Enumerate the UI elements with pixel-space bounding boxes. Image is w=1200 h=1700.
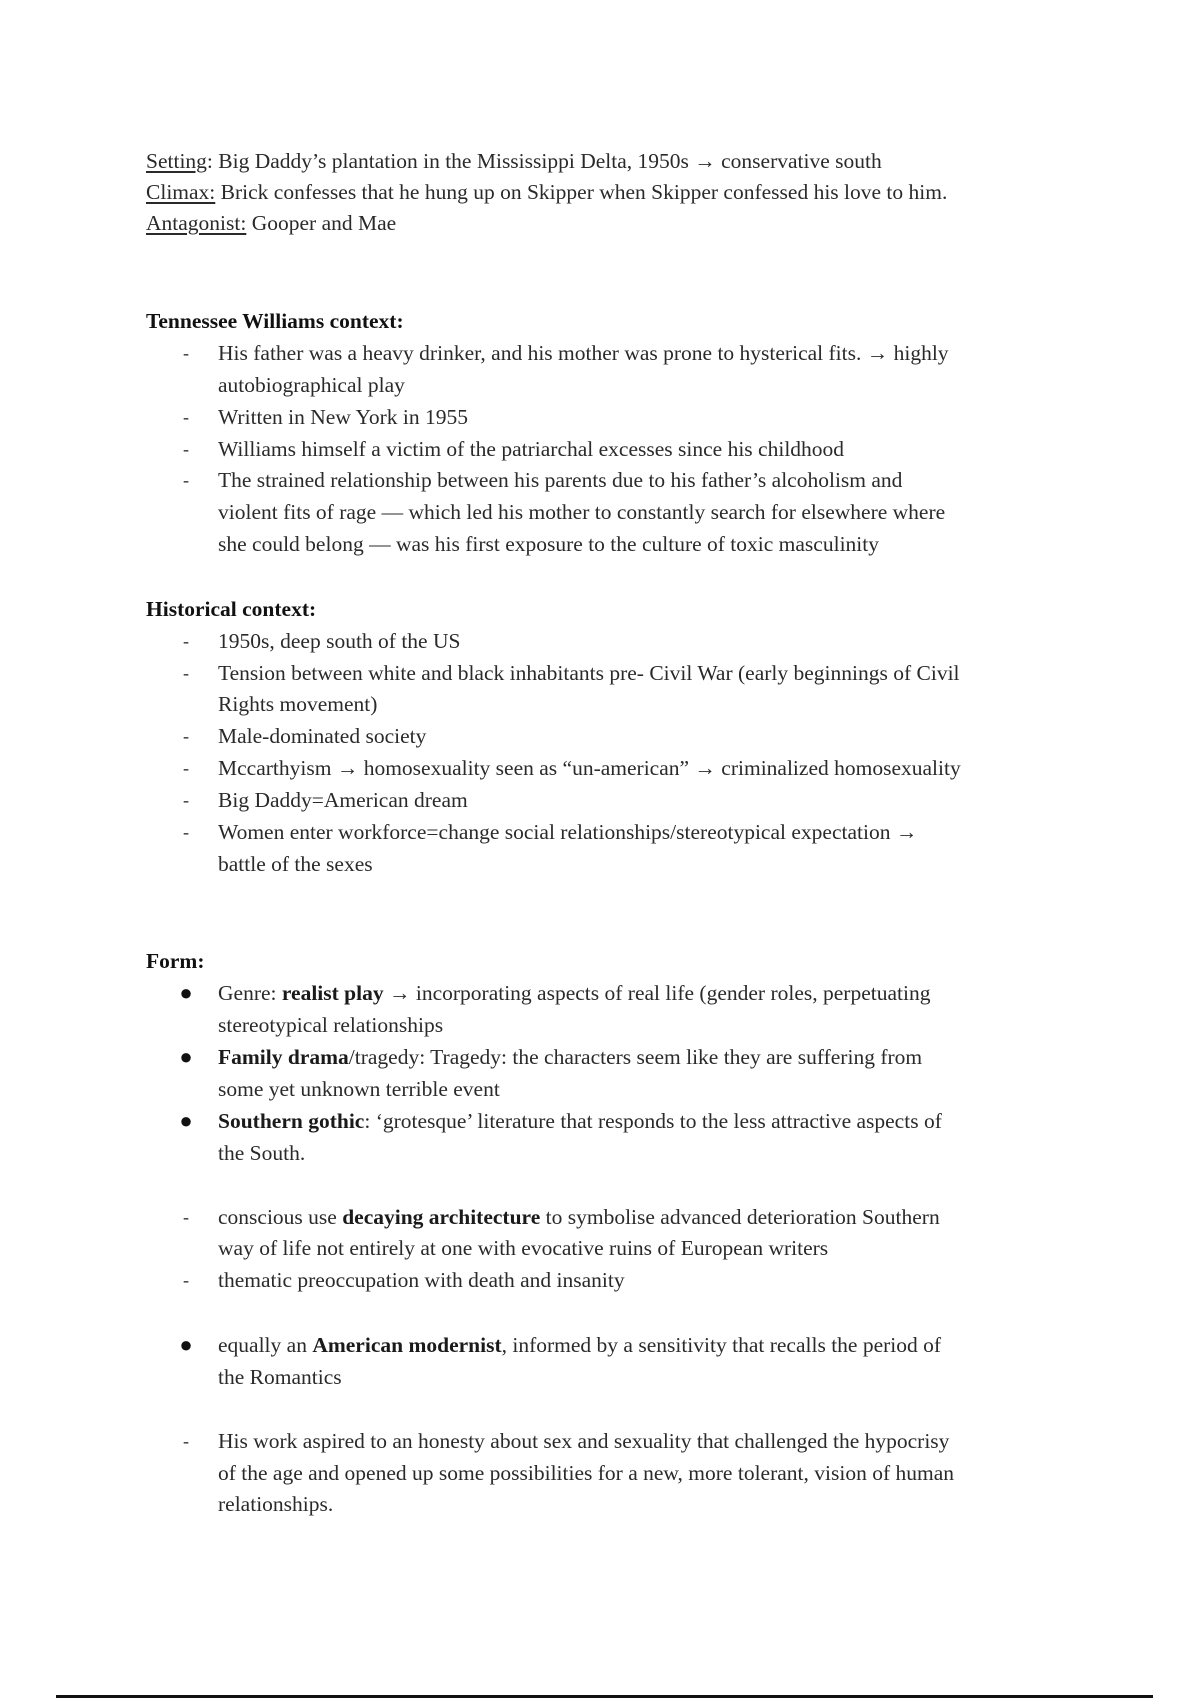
list-item: 1950s, deep south of the US bbox=[218, 629, 461, 653]
dash-bullet-icon: - bbox=[183, 343, 189, 363]
list-item-continuation: relationships. bbox=[218, 1492, 334, 1516]
climax-label: Climax: bbox=[146, 180, 216, 204]
climax-line bbox=[146, 177, 947, 207]
list-item: The strained relationship between his parents due to his father’s alcoholism and bbox=[218, 468, 903, 492]
list-item: Southern gothic: ‘grotesque’ literature that responds to the less attractive aspects of bbox=[218, 1109, 942, 1133]
round-bullet-icon: ● bbox=[179, 1044, 193, 1069]
climax-text: Brick confesses that he hung up on Skipper when Skipper confessed his love to him. bbox=[215, 180, 948, 204]
dash-bullet-icon: - bbox=[183, 631, 189, 651]
list-item: His father was a heavy drinker, and his mother was prone to hysterical fits. → highly bbox=[218, 341, 949, 365]
williams-context-heading: Tennessee Williams context: bbox=[146, 309, 404, 333]
round-bullet-icon: ● bbox=[179, 1108, 193, 1133]
list-item: equally an American modernist, informed by a sensitivity that recalls the period of bbox=[218, 1333, 942, 1357]
list-item-continuation: autobiographical play bbox=[218, 373, 405, 397]
list-item: Genre: realist play → incorporating aspects of real life (gender roles, perpetuating bbox=[218, 981, 931, 1005]
list-item: conscious use decaying architecture to symbolise advanced deterioration Southern bbox=[218, 1205, 940, 1229]
antagonist-label: Antagonist: bbox=[146, 211, 247, 235]
dash-bullet-icon: - bbox=[183, 470, 189, 490]
dash-bullet-icon: - bbox=[183, 1207, 189, 1227]
list-item-continuation: violent fits of rage — which led his mother to constantly search for elsewhere where bbox=[218, 500, 946, 524]
dash-bullet-icon: - bbox=[183, 1431, 189, 1451]
round-bullet-icon: ● bbox=[179, 1332, 193, 1357]
list-item: Male-dominated society bbox=[218, 724, 427, 748]
dash-bullet-icon: - bbox=[183, 758, 189, 778]
page-bottom-rule bbox=[56, 1695, 1153, 1698]
historical-context-heading: Historical context: bbox=[146, 597, 317, 621]
list-item-continuation: stereotypical relationships bbox=[218, 1013, 444, 1037]
dash-bullet-icon: - bbox=[183, 822, 189, 842]
list-item-continuation: some yet unknown terrible event bbox=[218, 1077, 500, 1101]
dash-bullet-icon: - bbox=[183, 663, 189, 683]
antagonist-line bbox=[146, 208, 396, 238]
list-item: Mccarthyism → homosexuality seen as “un-american” → criminalized homosexuality bbox=[218, 756, 961, 780]
setting-line: Setting: Big Daddy’s plantation in the Mississippi Delta, 1950s → conservative south bbox=[146, 149, 882, 173]
setting-label: Setting bbox=[146, 149, 207, 173]
list-item-continuation: she could belong — was his first exposure to the culture of toxic masculinity bbox=[218, 532, 879, 556]
list-item-continuation: the South. bbox=[218, 1141, 306, 1165]
list-item: Big Daddy=American dream bbox=[218, 788, 468, 812]
dash-bullet-icon: - bbox=[183, 439, 189, 459]
form-heading: Form: bbox=[146, 949, 205, 973]
dash-bullet-icon: - bbox=[183, 1270, 189, 1290]
dash-bullet-icon: - bbox=[183, 790, 189, 810]
list-item: Family drama/tragedy: Tragedy: the characters seem like they are suffering from bbox=[218, 1045, 923, 1069]
round-bullet-icon: ● bbox=[179, 980, 193, 1005]
antagonist-text: Gooper and Mae bbox=[246, 211, 397, 235]
list-item: His work aspired to an honesty about sex and sexuality that challenged the hypocrisy bbox=[218, 1429, 950, 1453]
list-item-continuation: way of life not entirely at one with evocative ruins of European writers bbox=[218, 1236, 829, 1260]
list-item: Written in New York in 1955 bbox=[218, 405, 468, 429]
list-item: Women enter workforce=change social relationships/stereotypical expectation → bbox=[218, 820, 918, 844]
list-item-continuation: the Romantics bbox=[218, 1365, 342, 1389]
dash-bullet-icon: - bbox=[183, 407, 189, 427]
list-item-continuation: of the age and opened up some possibilities for a new, more tolerant, vision of human bbox=[218, 1461, 954, 1485]
list-item-continuation: Rights movement) bbox=[218, 692, 378, 716]
dash-bullet-icon: - bbox=[183, 726, 189, 746]
list-item-continuation: battle of the sexes bbox=[218, 852, 373, 876]
list-item: Tension between white and black inhabitants pre- Civil War (early beginnings of Civil bbox=[218, 661, 960, 685]
list-item: Williams himself a victim of the patriarchal excesses since his childhood bbox=[218, 437, 845, 461]
setting-text: Big Daddy’s plantation in the Mississippi Delta, 1950s → conservative south bbox=[212, 149, 882, 173]
list-item: thematic preoccupation with death and insanity bbox=[218, 1268, 625, 1292]
